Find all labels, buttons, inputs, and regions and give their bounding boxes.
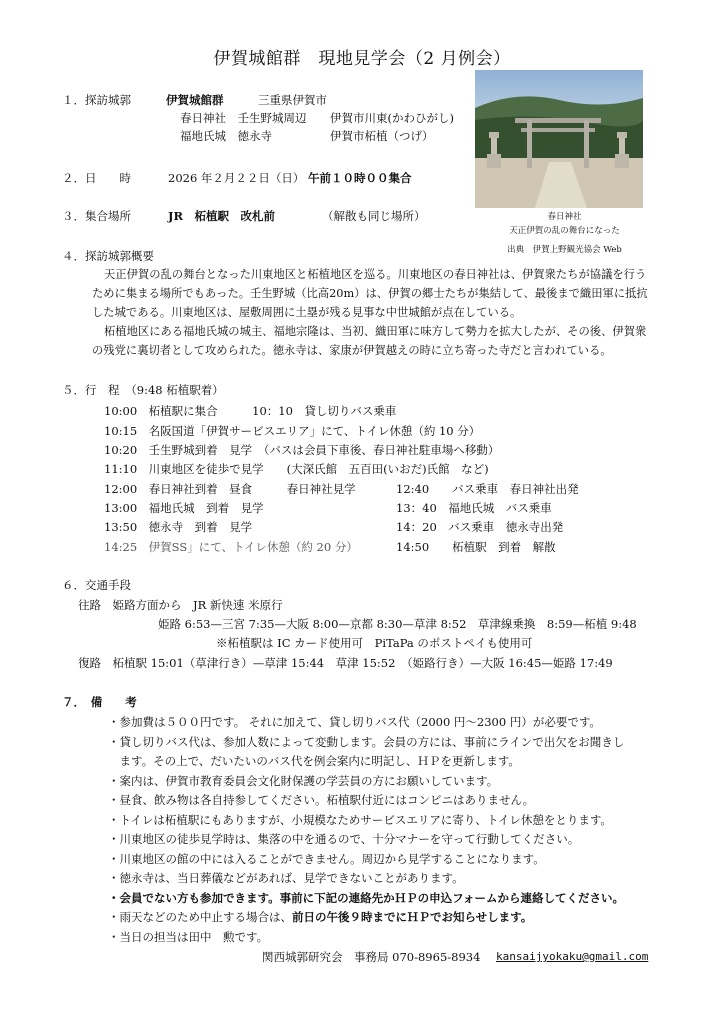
schedule-row: 10:20 壬生野城到着 見学 （バスは会員下車後、春日神社駐車場へ移動） [104, 443, 500, 457]
meeting-place-note: （解散も同じ場所） [322, 209, 426, 223]
sec7-heading: ７． 備 考 [62, 695, 137, 709]
site-row-2: 春日神社 壬生野城周辺 [180, 111, 307, 125]
contact-email-link[interactable]: kansaijyokaku@gmail.com [496, 950, 649, 963]
sec6-heading: ６．交通手段 [62, 578, 131, 592]
castle-group-location: 三重県伊賀市 [258, 93, 327, 107]
rain-note-deadline: 前日の午後９時までにＨＰでお知らせします。 [292, 910, 533, 924]
schedule-row: 10:15 名阪国道「伊賀サービスエリア」にて、トイレ休憩（約 10 分） [104, 424, 481, 438]
schedule-row: 14:25 伊賀SS」にて、トイレ休憩（約 20 分） [104, 540, 358, 554]
sec3-heading: ３．集合場所 [62, 209, 131, 223]
rain-note-lead: ・雨天などのため中止する場合は、 [108, 910, 292, 924]
site-row-3-location: 伊賀市柘植（つげ） [330, 129, 434, 143]
non-member-note: ・会員でない方も参加できます。事前に下記の連絡先かＨＰの申込フォームから連絡してください。 [108, 891, 624, 905]
sec1-heading: １．探訪城郭 [62, 93, 131, 107]
remark-item: ・川東地区の館の中には入ることができません。周辺から見学することになります。 [108, 852, 545, 866]
schedule-row: 11:10 川東地区を徒歩で見学 (大深氏館 五百田(いおだ)氏館 など) [104, 462, 489, 476]
schedule-row: 13:50 徳永寺 到着 見学 [104, 520, 253, 534]
event-date: 2026 年２月２２日（日） [168, 171, 305, 185]
page-title: 伊賀城館群 現地見学会（2 月例会） [213, 49, 511, 69]
schedule-row-right: 12:40 バス乗車 春日神社出発 [396, 482, 579, 496]
schedule-row: 13:00 福地氏城 到着 見学 [104, 501, 264, 515]
schedule-row: 12:00 春日神社到着 昼食 春日神社見学 [104, 482, 356, 496]
site-row-3: 福地氏城 徳永寺 [180, 129, 272, 143]
contact-info: 関西城郭研究会 事務局 070-8965-8934 [262, 950, 481, 964]
ic-card-note: ※柘植駅は IC カード使用可 PiTaPa のポストペイも使用可 [216, 636, 533, 650]
overview-paragraph-1: 天正伊賀の乱の舞台となった川東地区と柘植地区を巡る。川東地区の春日神社は、伊賀衆たちが協議を行うために集まる場所でもあった。壬生野城（比高20m）は、伊賀の郷士たちが集結して、最後まで織田軍に抵抗した城である。川東地区は、屋敷周囲に土塁が残る見事な中世城館が点在している。 [92, 268, 648, 319]
schedule-row-right: 13：40 福地氏城 バス乗車 [396, 501, 552, 515]
sec4-heading: ４．探訪城郭概要 [62, 249, 154, 263]
torii-gate-icon [475, 70, 643, 208]
photo-caption-desc: 天正伊賀の乱の舞台になった [509, 226, 620, 236]
schedule-row: 10:00 柘植駅に集合 10：10 貸し切りバス乗車 [104, 404, 397, 418]
rain-note [108, 909, 532, 925]
remark-item: ・貸し切りバス代は、参加人数によって変動します。会員の方には、事前にラインで出欠をお聞きし [108, 735, 625, 749]
outbound-times: 姫路 6:53—三宮 7:35—大阪 8:00—京都 8:30—草津 8:52 草津線乗換 8:59—柘植 9:48 [158, 617, 637, 631]
sec5-heading: ５．行 程 （9:48 柘植駅着） [62, 383, 224, 397]
schedule-row-right: 14：20 バス乗車 徳永寺出発 [396, 520, 564, 534]
overview-paragraph-2: 柘植地区にある福地氏城の城主、福地宗隆は、当初、織田軍に味方して勢力を拡大したが、その後、伊賀衆の残党に裏切者として攻められた。徳永寺は、家康が伊賀越えの時に立ち寄った寺だと言われている。 [92, 325, 647, 357]
sec2-heading: ２．日 時 [62, 171, 131, 185]
photo-caption-name: 春日神社 [547, 212, 582, 222]
return-route: 復路 柘植駅 15:01（草津行き）—草津 15:44 草津 15:52 （姫路行き）—大阪 16:45—姫路 17:49 [78, 656, 613, 670]
site-row-2-location: 伊賀市川東(かわひがし) [330, 111, 454, 125]
outbound-route: 往路 姫路方面から JR 新快速 米原行 [78, 598, 283, 612]
remark-item: ・参加費は５００円です。 それに加えて、貸し切りバス代（2000 円～2300 円）が必要です。 [108, 715, 601, 729]
event-time: 午前１０時００集合 [308, 171, 412, 185]
remark-item: ・トイレは柘植駅にもありますが、小規模なためサービスエリアに寄り、トイレ休憩をとります。 [108, 813, 612, 827]
photo-caption-source: 出典 伊賀上野観光協会 Web [507, 245, 622, 255]
meeting-place: JR 柘植駅 改札前 [168, 209, 275, 223]
remark-item: ・川東地区の徒歩見学時は、集落の中を通るので、十分マナーを守って行動してください。 [108, 832, 580, 846]
remark-item: ・案内は、伊賀市教育委員会文化財保護の学芸員の方にお願いしています。 [108, 774, 499, 788]
staff-note: ・当日の担当は田中 勲です。 [108, 930, 269, 944]
kasuga-shrine-photo [475, 70, 643, 208]
remark-item: ・徳永寺は、当日葬儀などがあれば、見学できないことがあります。 [108, 871, 464, 885]
castle-group: 伊賀城館群 [166, 93, 224, 107]
remark-item: ・昼食、飲み物は各自持参してください。柘植駅付近にはコンビニはありません。 [108, 793, 535, 807]
schedule-row-right: 14:50 柘植駅 到着 解散 [396, 540, 556, 554]
remark-item: ます。その上で、だいたいのバス代を例会案内に明記し、ＨＰを更新します。 [108, 754, 520, 768]
